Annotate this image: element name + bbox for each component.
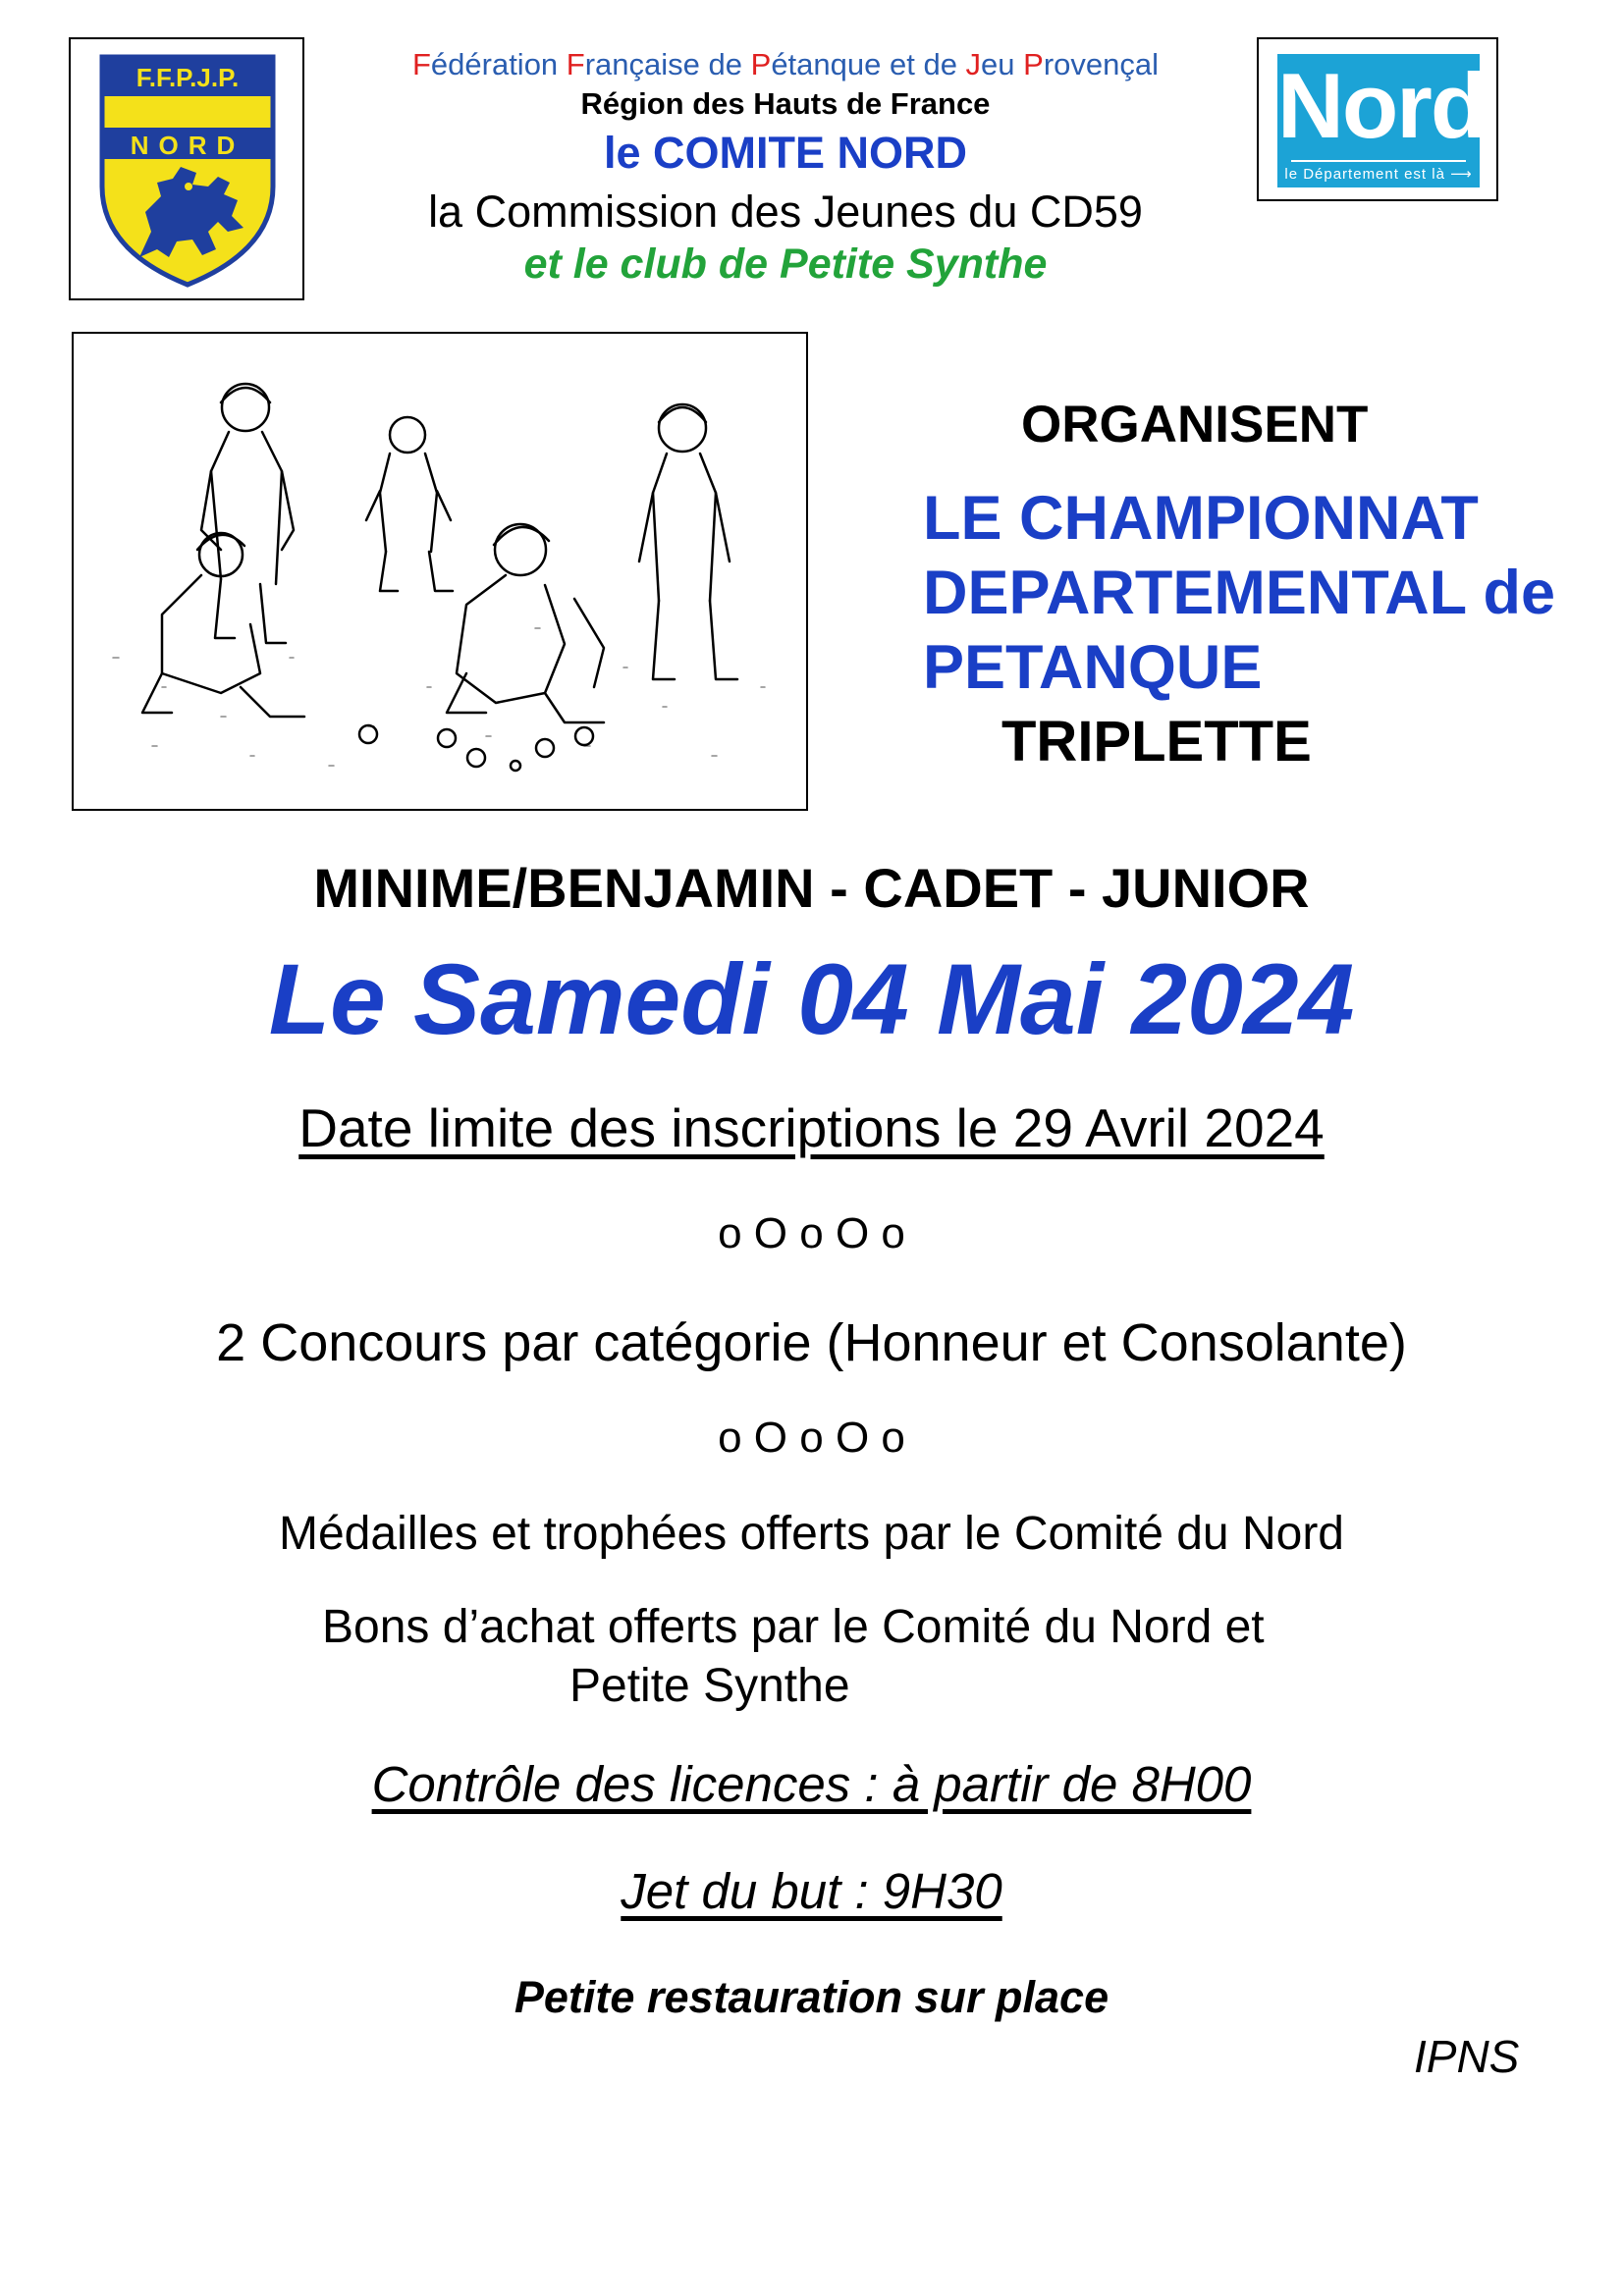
title-line-1: LE CHAMPIONNAT <box>923 484 1479 553</box>
title-line-2: DEPARTEMENTAL de <box>923 559 1556 627</box>
ffpjp-shield-icon <box>71 39 302 298</box>
federation-word: rançaise de <box>584 47 751 81</box>
catering-info: Petite restauration sur place <box>514 1972 1109 2022</box>
federation-initial: F <box>566 47 585 81</box>
federation-word: étanque et de <box>771 47 966 81</box>
vouchers-line-2: Petite Synthe <box>569 1660 850 1712</box>
federation-word: eu <box>981 47 1024 81</box>
federation-initial: P <box>1023 47 1044 81</box>
vouchers-line-1: Bons d’achat offerts par le Comité du Nord et <box>322 1601 1265 1653</box>
organisent-label: ORGANISENT <box>1021 396 1369 454</box>
region-name: Région des Hauts de France <box>580 86 991 121</box>
registration-deadline: Date limite des inscriptions le 29 Avril 2024 <box>298 1097 1325 1158</box>
arrow-right-icon: ⟶ <box>1450 166 1473 183</box>
federation-name <box>324 47 1247 82</box>
federation-initial: P <box>750 47 772 81</box>
concours-info: 2 Concours par catégorie (Honneur et Consolante) <box>216 1313 1407 1372</box>
nord-card <box>1277 54 1486 187</box>
federation-word: rovençal <box>1043 47 1160 81</box>
club-name: et le club de Petite Synthe <box>523 240 1048 288</box>
comite-name: le COMITE NORD <box>603 128 968 178</box>
federation-initial: J <box>965 47 982 81</box>
title-line-3: PETANQUE <box>923 633 1263 702</box>
federation-word: édération <box>430 47 567 81</box>
children-playing-icon <box>74 334 806 809</box>
petanque-children-illustration <box>72 332 808 811</box>
ffpjp-nord-logo <box>69 37 304 300</box>
nord-tagline: le Département est là ⟶ <box>1284 166 1473 183</box>
commission-name: la Commission des Jeunes du CD59 <box>428 187 1143 237</box>
logo-bottom-text: NORD <box>130 131 245 160</box>
format-label: TRIPLETTE <box>1001 710 1312 774</box>
categories: MINIME/BENJAMIN - CADET - JUNIOR <box>313 857 1310 919</box>
medals-info: Médailles et trophées offerts par le Comité du Nord <box>279 1508 1344 1560</box>
jet-du-but-time: Jet du but : 9H30 <box>621 1863 1002 1919</box>
nord-word: Nord <box>1277 54 1486 157</box>
nord-divider <box>1291 160 1466 162</box>
license-check-time: Contrôle des licences : à partir de 8H00 <box>371 1756 1252 1812</box>
ipns-mark: IPNS <box>1414 2031 1520 2082</box>
event-date: Le Samedi 04 Mai 2024 <box>268 943 1355 1055</box>
nord-departement-logo <box>1257 37 1498 201</box>
federation-initial: F <box>411 47 431 81</box>
logo-top-text: F.F.P.J.P. <box>135 63 240 92</box>
separator: o O o O o <box>718 1414 905 1462</box>
separator: o O o O o <box>718 1209 905 1257</box>
